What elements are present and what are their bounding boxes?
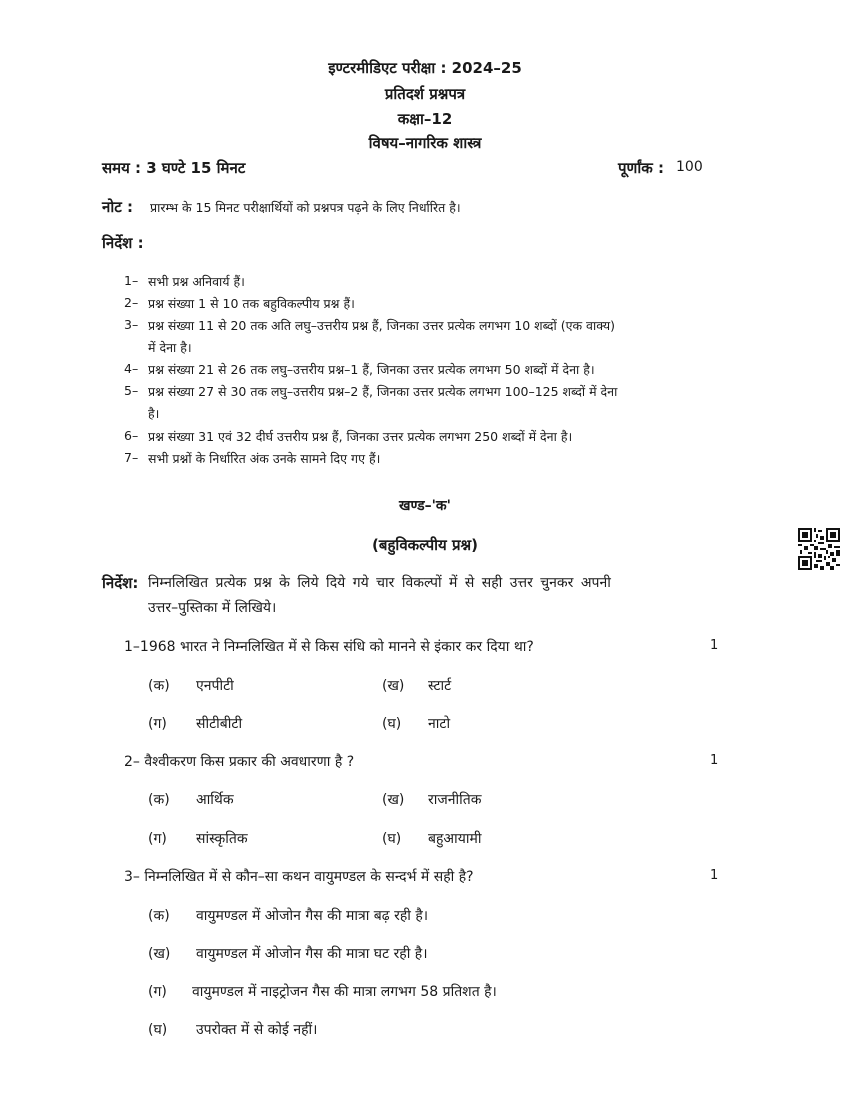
time-allowed: समय : 3 घण्टे 15 मिनट [102,159,246,177]
instruction-text: प्रश्न संख्या 27 से 30 तक लघु–उत्तरीय प्रश्न–2 हैं, जिनका उत्तर प्रत्येक लगभग 100–125 शब्दों में देना [148,384,618,399]
option-label: (घ) [148,1022,168,1038]
option-text: वायुमण्डल में ओजोन गैस की मात्रा बढ़ रही है। [196,908,429,924]
question-text: 2– वैश्वीकरण किस प्रकार की अवधारणा है ? [124,754,355,770]
instruction-text: प्रश्न संख्या 1 से 10 तक बहुविकल्पीय प्रश्न हैं। [148,296,355,311]
option-label: (ग) [148,716,167,732]
option-text: आर्थिक [196,792,234,808]
max-marks-value: 100 [676,159,703,175]
instruction-num: 3– [124,317,139,332]
option-text: उपरोक्त में से कोई नहीं। [196,1022,318,1038]
option-text: सांस्कृतिक [196,831,248,847]
instruction-text: प्रश्न संख्या 21 से 26 तक लघु–उत्तरीय प्रश्न–1 हैं, जिनका उत्तर प्रत्येक लगभग 50 शब्दों में देना है। [148,362,595,377]
question-marks: 1 [710,753,719,768]
note-text: प्रारम्भ के 15 मिनट परीक्षार्थियों को प्रश्नपत्र पढ़ने के लिए निर्धारित है। [150,200,461,215]
subject-label: विषय–नागरिक शास्त्र [368,134,482,152]
option-text: वायुमण्डल में ओजोन गैस की मात्रा घट रही है। [196,946,428,962]
option-text: बहुआयामी [428,831,482,847]
direction-text-cont: उत्तर–पुस्तिका में लिखिये। [148,600,277,616]
question-marks: 1 [710,638,719,653]
instruction-text: सभी प्रश्नों के निर्धारित अंक उनके सामने दिए गए हैं। [148,451,381,466]
max-marks-label: पूर्णांक : [618,159,664,177]
option-text: सीटीबीटी [196,716,243,732]
paper-type: प्रतिदर्श प्रश्नपत्र [384,85,466,103]
instruction-num: 1– [124,273,139,288]
instruction-text: प्रश्न संख्या 11 से 20 तक अति लघु–उत्तरीय प्रश्न हैं, जिनका उत्तर प्रत्येक लगभग 10 शब्दों (एक वाक्य) [148,318,616,333]
section-subtitle: (बहुविकल्पीय प्रश्न) [372,536,478,554]
option-text: वायुमण्डल में नाइट्रोजन गैस की मात्रा लगभग 58 प्रतिशत है। [192,984,497,1000]
instruction-text: सभी प्रश्न अनिवार्य हैं। [148,274,245,289]
option-label: (क) [148,792,170,808]
option-label: (ख) [148,946,171,962]
option-label: (क) [148,678,170,694]
exam-title: इण्टरमीडिएट परीक्षा : 2024–25 [328,59,522,77]
direction-text: निम्नलिखित प्रत्येक प्रश्न के लिये दिये गये चार विकल्पों में से सही उत्तर चुनकर अपनी [148,575,611,591]
instruction-num: 5– [124,383,139,398]
note-label: नोट : [102,198,133,216]
instruction-num: 2– [124,295,139,310]
option-text: नाटो [428,716,451,732]
option-label: (ग) [148,831,167,847]
option-text: स्टार्ट [428,678,452,694]
option-label: (घ) [382,831,402,847]
instruction-num: 7– [124,450,139,465]
instruction-num: 6– [124,428,139,443]
option-text: एनपीटी [196,678,234,694]
instruction-text-cont: है। [148,406,160,421]
question-marks: 1 [710,868,719,883]
instructions-title: निर्देश : [102,234,144,252]
option-text: राजनीतिक [428,792,482,808]
option-label: (क) [148,908,170,924]
instruction-num: 4– [124,361,139,376]
option-label: (घ) [382,716,402,732]
option-label: (ग) [148,984,167,1000]
question-text: 3– निम्नलिखित में से कौन–सा कथन वायुमण्डल के सन्दर्भ में सही है? [124,869,474,885]
direction-label: निर्देश: [102,574,139,592]
class-label: कक्षा–12 [397,110,453,128]
qr-code-icon [798,528,840,570]
section-title: खण्ड–'क' [399,498,451,514]
question-text: 1–1968 भारत ने निम्नलिखित में से किस संधि को मानने से इंकार कर दिया था? [124,639,534,655]
instruction-text-cont: में देना है। [148,340,192,355]
option-label: (ख) [382,678,405,694]
instruction-text: प्रश्न संख्या 31 एवं 32 दीर्घ उत्तरीय प्रश्न हैं, जिनका उत्तर प्रत्येक लगभग 250 शब्दों में देना है। [148,429,573,444]
option-label: (ख) [382,792,405,808]
